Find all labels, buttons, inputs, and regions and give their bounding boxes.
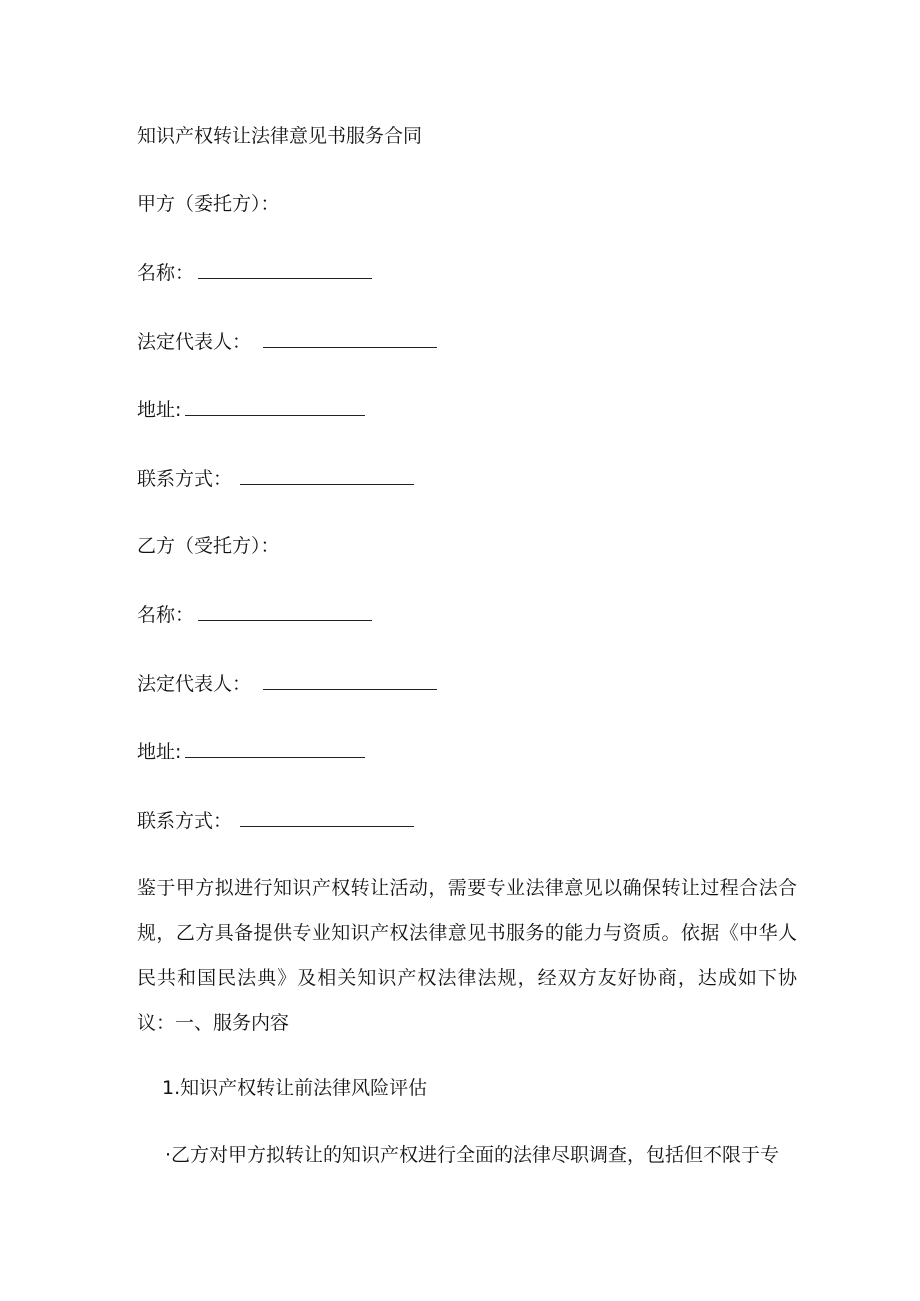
party-b-rep-blank[interactable] <box>263 671 437 690</box>
party-a-contact-blank[interactable] <box>240 466 414 485</box>
party-b-address-label: 地址: <box>137 741 182 763</box>
party-a-contact-label: 联系方式： <box>137 468 233 490</box>
section-bullet-1: ·乙方对甲方拟转让的知识产权进行全面的法律尽职调查，包括但不限于专 <box>165 1144 780 1166</box>
section-item-1: 1.知识产权转让前法律风险评估 <box>162 1077 428 1099</box>
party-a-address-label: 地址: <box>137 399 182 421</box>
party-b-contact-row <box>137 808 414 833</box>
party-a-address-blank[interactable] <box>185 397 365 416</box>
party-b-contact-label: 联系方式： <box>137 810 233 832</box>
party-a-heading: 甲方（委托方）： <box>137 193 280 215</box>
preamble-paragraph: 鉴于甲方拟进行知识产权转让活动，需要专业法律意见以确保转让过程合法合规，乙方具备提供专业知识产权法律意见书服务的能力与资质。依据《中华人民共和国民法典》及相关知识产权法律法规，经双方友好协商，达成如下协议：一、服务内容 <box>137 877 797 1034</box>
party-a-name-label: 名称： <box>137 262 195 284</box>
party-b-rep-label: 法定代表人： <box>137 673 252 695</box>
party-b-name-row <box>137 602 372 627</box>
party-a-rep-row <box>137 329 437 354</box>
party-b-address-row <box>137 739 365 764</box>
party-a-address-row <box>137 397 365 422</box>
party-b-heading: 乙方（受托方）： <box>137 535 280 557</box>
party-a-rep-blank[interactable] <box>263 329 437 348</box>
party-a-contact-row <box>137 466 414 491</box>
party-a-name-blank[interactable] <box>198 260 372 279</box>
party-b-address-blank[interactable] <box>185 739 365 758</box>
party-b-name-blank[interactable] <box>198 602 372 621</box>
party-b-name-label: 名称： <box>137 604 195 626</box>
party-a-rep-label: 法定代表人： <box>137 331 252 353</box>
party-b-contact-blank[interactable] <box>240 808 414 827</box>
party-a-name-row <box>137 260 372 285</box>
party-b-rep-row <box>137 671 437 696</box>
document-title: 知识产权转让法律意见书服务合同 <box>137 125 423 147</box>
